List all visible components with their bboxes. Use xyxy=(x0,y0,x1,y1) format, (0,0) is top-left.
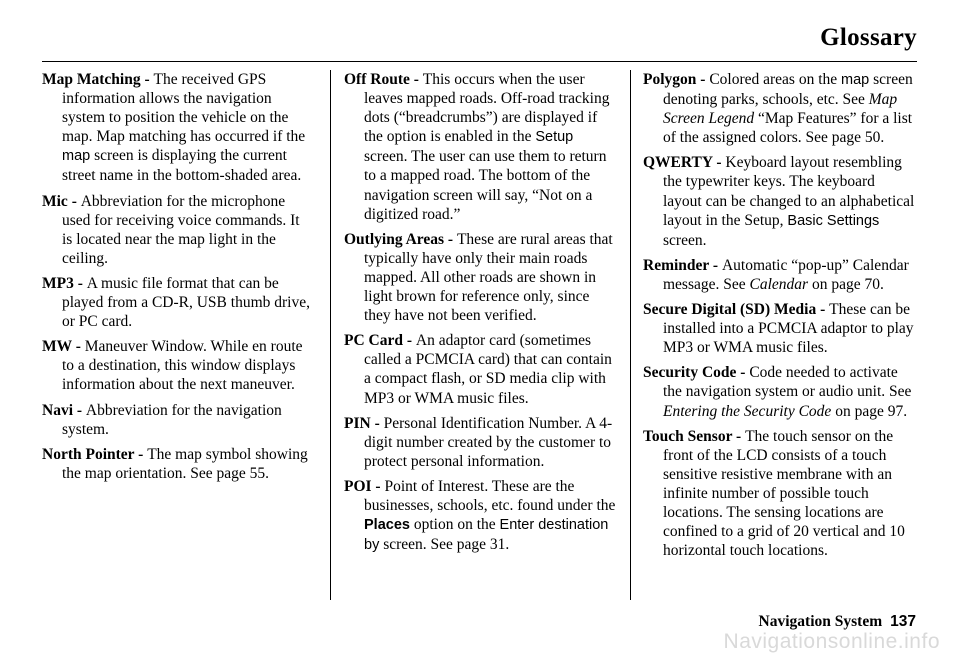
glossary-definition: Abbreviation for the microphone used for receiving voice commands. It is located near the map light in the ceiling. xyxy=(62,192,300,267)
glossary-term: Map Matching - xyxy=(42,71,154,88)
glossary-term: PIN - xyxy=(344,414,384,432)
glossary-definition: option on the xyxy=(409,516,500,534)
glossary-term: Off Route - xyxy=(344,71,423,88)
glossary-definition: screen. See page 31. xyxy=(379,536,510,554)
glossary-ui-reference: map xyxy=(62,148,91,165)
glossary-definition: Personal Identification Number. A 4-digit number created by the customer to protect personal information. xyxy=(364,414,613,470)
glossary-entry xyxy=(643,70,915,147)
glossary-term: QWERTY - xyxy=(643,154,726,172)
glossary-term: Reminder - xyxy=(643,256,722,274)
glossary-entry-text xyxy=(344,70,616,224)
glossary-entry-text xyxy=(42,337,312,394)
glossary-definition: A music file format that can be played from a CD-R, USB thumb drive, or PC card. xyxy=(62,274,310,331)
glossary-entry xyxy=(344,477,616,555)
glossary-definition: screen. The user can use them to return to a mapped road. The bottom of the navigation screen will say, “Not on a digitized road.” xyxy=(364,148,607,223)
glossary-entry xyxy=(344,414,616,471)
glossary-entry xyxy=(42,337,312,394)
glossary-term: Outlying Areas - xyxy=(344,230,457,248)
column-divider-2 xyxy=(630,70,631,600)
glossary-term: POI - xyxy=(344,477,385,495)
watermark: Navigationsonline.info xyxy=(723,630,940,653)
glossary-entry xyxy=(643,300,915,357)
glossary-term: Secure Digital (SD) Media - xyxy=(643,301,830,319)
glossary-definition: Abbreviation for the navigation system. xyxy=(62,401,282,438)
glossary-definition: These are rural areas that typically have only their main roads mapped. All other roads are shown in light brown for reference only, since they have not been verified. xyxy=(364,230,613,325)
glossary-definition: Keyboard layout resembling the typewriter keys. The keyboard layout can be changed to an alphabetical layout in the Setup, xyxy=(663,154,915,229)
glossary-entry-text xyxy=(42,401,312,439)
glossary-definition: “Map Features” for a list of the assigned colors. See page 50. xyxy=(663,110,913,147)
glossary-entry xyxy=(643,427,915,561)
glossary-term: Navi - xyxy=(42,401,86,419)
glossary-ui-reference: Map Screen Legend xyxy=(663,91,898,128)
glossary-ui-reference: Places xyxy=(364,517,410,534)
column-divider-1 xyxy=(330,70,331,600)
glossary-ui-reference: Calendar xyxy=(749,275,809,293)
glossary-term: Mic - xyxy=(42,192,81,210)
glossary-entry-text xyxy=(344,331,616,407)
glossary-column-1 xyxy=(42,70,312,489)
glossary-definition: screen denoting parks, schools, etc. See xyxy=(663,71,913,109)
glossary-definition: Code needed to activate the navigation system or audio unit. See xyxy=(663,364,912,401)
glossary-entry xyxy=(344,70,616,224)
glossary-definition: Maneuver Window. While en route to a destination, this window displays information about the next maneuver. xyxy=(62,338,303,394)
glossary-term: MP3 - xyxy=(42,274,87,292)
glossary-definition: The touch sensor on the front of the LCD consists of a touch sensitive resistive membrane with an infinite number of possible touch locations. The sensing locations are confined to a grid of 20 vertical and 10 horizontal touch locations. xyxy=(663,427,905,560)
glossary-entry-text xyxy=(344,414,616,471)
glossary-entry-text xyxy=(643,300,915,357)
page-footer xyxy=(759,613,916,631)
glossary-ui-reference: Enter destination by xyxy=(364,517,609,554)
page-number: 137 xyxy=(890,613,916,630)
glossary-entry-text xyxy=(42,274,312,331)
glossary-entry-text xyxy=(643,427,915,561)
glossary-definition: Point of Interest. These are the businesses, schools, etc. found under the xyxy=(364,477,616,514)
glossary-definition: This occurs when the user leaves mapped roads. Off-road tracking dots (“breadcrumbs”) are displayed if the option is enabled in the xyxy=(364,71,610,146)
glossary-entry xyxy=(42,401,312,439)
glossary-entry-text xyxy=(42,70,312,186)
glossary-definition: The received GPS information allows the navigation system to position the vehicle on the map. Map matching has occurred if the xyxy=(62,71,306,146)
glossary-entry-text xyxy=(643,256,915,294)
glossary-definition: An adaptor card (sometimes called a PCMCIA card) that can contain a compact flash, or SD media clip with MP3 or WMA music files. xyxy=(364,332,612,407)
footer-label: Navigation System xyxy=(758,613,883,630)
glossary-term: North Pointer - xyxy=(42,445,148,463)
glossary-term: PC Card - xyxy=(344,332,416,350)
glossary-entry-text xyxy=(344,477,616,555)
title-rule xyxy=(42,61,917,62)
glossary-term: MW - xyxy=(42,338,85,356)
glossary-entry-text xyxy=(643,70,915,147)
glossary-entry xyxy=(344,331,616,407)
glossary-term: Security Code - xyxy=(643,364,750,382)
glossary-entry xyxy=(643,256,915,294)
glossary-entry-text xyxy=(42,445,312,483)
glossary-entry xyxy=(344,230,616,325)
glossary-entry xyxy=(42,70,312,186)
glossary-definition: on page 70. xyxy=(808,275,884,293)
glossary-definition: screen. xyxy=(663,231,707,249)
glossary-column-2 xyxy=(344,70,616,561)
glossary-ui-reference: Basic Settings xyxy=(787,212,880,229)
glossary-ui-reference: Setup xyxy=(535,129,574,146)
glossary-definition: The map symbol showing the map orientation. See page 55. xyxy=(62,445,308,482)
glossary-ui-reference: map xyxy=(841,72,870,88)
glossary-column-3 xyxy=(643,70,915,566)
glossary-definition: Automatic “pop-up” Calendar message. See xyxy=(663,256,909,293)
glossary-ui-reference: Entering the Security Code xyxy=(663,402,832,420)
glossary-term: Polygon - xyxy=(643,71,710,88)
glossary-definition: These can be installed into a PCMCIA adaptor to play MP3 or WMA music files. xyxy=(663,301,914,357)
glossary-entry-text xyxy=(643,363,915,420)
glossary-entry xyxy=(643,363,915,420)
glossary-definition: screen is displaying the current street name in the bottom-shaded area. xyxy=(62,147,302,185)
glossary-definition: on page 97. xyxy=(831,402,908,420)
glossary-entry xyxy=(42,192,312,268)
glossary-entry-text xyxy=(42,192,312,268)
glossary-entry xyxy=(643,153,915,249)
glossary-entry xyxy=(42,274,312,331)
glossary-entry-text xyxy=(344,230,616,325)
glossary-entry-text xyxy=(643,153,915,249)
glossary-entry xyxy=(42,445,312,483)
page-title: Glossary xyxy=(820,24,917,51)
glossary-term: Touch Sensor - xyxy=(643,427,746,445)
glossary-definition: Colored areas on the xyxy=(709,71,842,88)
